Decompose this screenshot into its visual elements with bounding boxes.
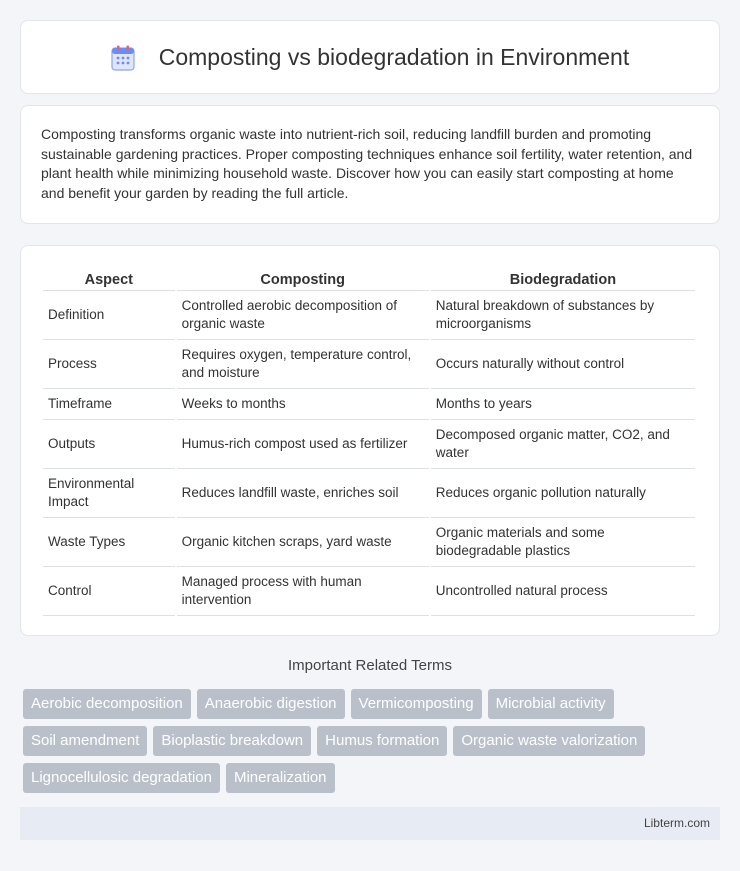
term-tag[interactable]: Soil amendment	[23, 726, 147, 756]
row-aspect: Outputs	[43, 420, 175, 469]
header-card	[20, 20, 720, 94]
row-aspect: Timeframe	[43, 389, 175, 420]
row-composting: Requires oxygen, temperature control, and moisture	[177, 340, 429, 389]
row-aspect: Control	[43, 567, 175, 616]
intro-card	[20, 105, 720, 224]
table-row	[43, 291, 695, 340]
header-aspect: Aspect	[43, 266, 175, 291]
row-aspect: Environmental Impact	[43, 469, 175, 518]
term-tag[interactable]: Humus formation	[317, 726, 447, 756]
row-biodegradation: Months to years	[431, 389, 695, 420]
term-tag[interactable]: Lignocellulosic degradation	[23, 763, 220, 793]
table-header-row	[43, 266, 695, 291]
table-row	[43, 340, 695, 389]
term-tag[interactable]: Aerobic decomposition	[23, 689, 191, 719]
term-tag[interactable]: Mineralization	[226, 763, 335, 793]
related-terms-list	[23, 689, 723, 793]
table-row	[43, 420, 695, 469]
term-tag[interactable]: Anaerobic digestion	[197, 689, 345, 719]
intro-text: Composting transforms organic waste into nutrient-rich soil, reducing landfill burden and promoting sustainable gardening practices. Proper composting techniques enhance soil fertility, water retention, and plant health while minimizing household waste. Discover how you can easily start composting at home and benefit your garden by reading the full article.	[41, 126, 693, 201]
row-biodegradation: Natural breakdown of substances by microorganisms	[431, 291, 695, 340]
header-composting: Composting	[177, 266, 429, 291]
related-terms-title: Important Related Terms	[288, 657, 452, 674]
calendar-icon	[111, 45, 133, 69]
row-composting: Weeks to months	[177, 389, 429, 420]
table-row	[43, 567, 695, 616]
row-aspect: Waste Types	[43, 518, 175, 567]
row-biodegradation: Organic materials and some biodegradable plastics	[431, 518, 695, 567]
comparison-table-card	[20, 245, 720, 636]
row-biodegradation: Uncontrolled natural process	[431, 567, 695, 616]
row-composting: Managed process with human intervention	[177, 567, 429, 616]
row-composting: Reduces landfill waste, enriches soil	[177, 469, 429, 518]
header-biodegradation: Biodegradation	[431, 266, 695, 291]
row-biodegradation: Occurs naturally without control	[431, 340, 695, 389]
page-title: Composting vs biodegradation in Environment	[158, 43, 630, 70]
term-tag[interactable]: Vermicomposting	[351, 689, 482, 719]
table-row	[43, 518, 695, 567]
row-composting: Humus-rich compost used as fertilizer	[177, 420, 429, 469]
term-tag[interactable]: Microbial activity	[488, 689, 614, 719]
footer-site-link[interactable]: Libterm.com	[643, 816, 710, 830]
footer	[20, 807, 720, 840]
comparison-table	[41, 266, 697, 616]
row-biodegradation: Decomposed organic matter, CO2, and water	[431, 420, 695, 469]
row-aspect: Definition	[43, 291, 175, 340]
row-composting: Controlled aerobic decomposition of organic waste	[177, 291, 429, 340]
term-tag[interactable]: Bioplastic breakdown	[153, 726, 311, 756]
term-tag[interactable]: Organic waste valorization	[453, 726, 645, 756]
table-row	[43, 469, 695, 518]
row-aspect: Process	[43, 340, 175, 389]
table-row	[43, 389, 695, 420]
row-composting: Organic kitchen scraps, yard waste	[177, 518, 429, 567]
row-biodegradation: Reduces organic pollution naturally	[431, 469, 695, 518]
